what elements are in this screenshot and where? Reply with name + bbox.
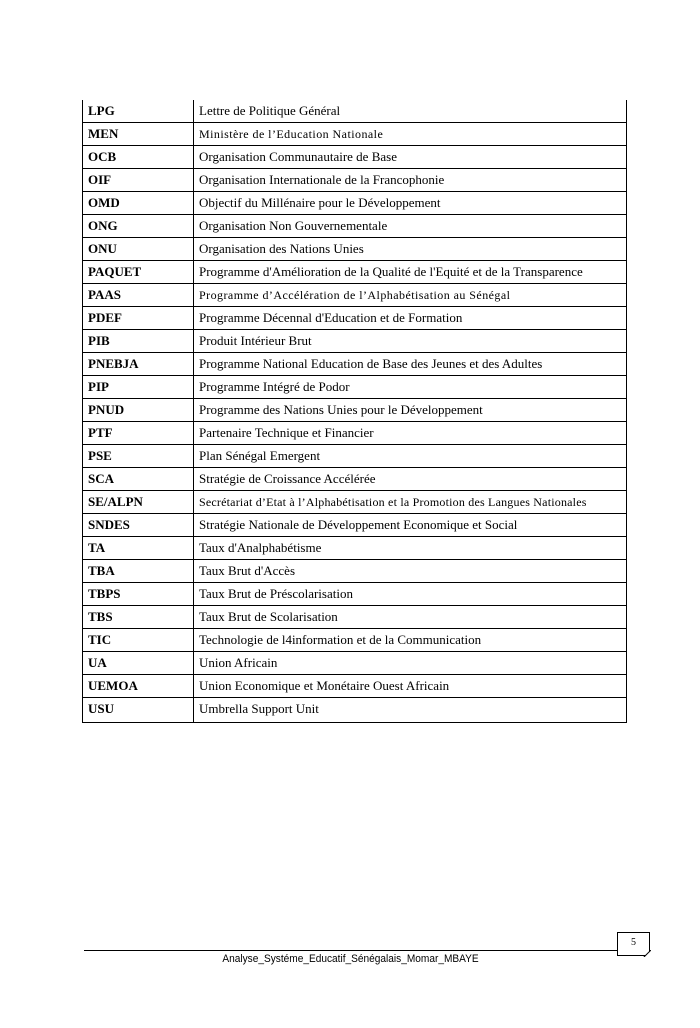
table-row — [83, 422, 627, 445]
abbreviations-table — [82, 100, 627, 723]
table-row — [83, 675, 627, 698]
acronym-cell: PTF — [83, 422, 194, 445]
meaning-cell: Programme d'Amélioration de la Qualité de l'Equité et de la Transparence — [194, 261, 627, 284]
table-row — [83, 100, 627, 123]
table-row — [83, 284, 627, 307]
acronym-cell: PNEBJA — [83, 353, 194, 376]
meaning-cell: Lettre de Politique Général — [194, 100, 627, 123]
footer-text: Analyse_Systéme_Educatif_Sénégalais_Momar_MBAYE — [222, 953, 479, 965]
table-row — [83, 353, 627, 376]
table-row — [83, 445, 627, 468]
table-row — [83, 238, 627, 261]
meaning-cell: Programme d’Accélération de l’Alphabétisation au Sénégal — [194, 284, 627, 307]
acronym-cell: PSE — [83, 445, 194, 468]
table-row — [83, 629, 627, 652]
acronym-cell: SCA — [83, 468, 194, 491]
table-row — [83, 261, 627, 284]
acronym-cell: TBA — [83, 560, 194, 583]
acronym-cell: PAAS — [83, 284, 194, 307]
meaning-cell: Taux Brut de Scolarisation — [194, 606, 627, 629]
acronym-cell: PDEF — [83, 307, 194, 330]
table-row — [83, 468, 627, 491]
acronym-cell: ONU — [83, 238, 194, 261]
table-row — [83, 146, 627, 169]
meaning-cell: Plan Sénégal Emergent — [194, 445, 627, 468]
meaning-cell: Organisation Internationale de la Francophonie — [194, 169, 627, 192]
acronym-cell: OIF — [83, 169, 194, 192]
table-row — [83, 583, 627, 606]
acronym-cell: TIC — [83, 629, 194, 652]
table-row — [83, 123, 627, 146]
meaning-cell: Programme National Education de Base des Jeunes et des Adultes — [194, 353, 627, 376]
page-number: 5 — [617, 932, 650, 956]
table-row — [83, 169, 627, 192]
table-row — [83, 192, 627, 215]
table-row — [83, 376, 627, 399]
acronym-cell: TA — [83, 537, 194, 560]
table-row — [83, 652, 627, 675]
table-row — [83, 537, 627, 560]
table-row — [83, 330, 627, 353]
meaning-cell: Technologie de l4information et de la Communication — [194, 629, 627, 652]
acronym-cell: USU — [83, 698, 194, 723]
table-row — [83, 399, 627, 422]
meaning-cell: Stratégie de Croissance Accélérée — [194, 468, 627, 491]
folded-corner-icon — [641, 947, 651, 957]
acronym-cell: LPG — [83, 100, 194, 123]
footer-divider — [84, 950, 617, 951]
table-row — [83, 560, 627, 583]
meaning-cell: Ministère de l’Education Nationale — [194, 123, 627, 146]
acronym-cell: UA — [83, 652, 194, 675]
table-row — [83, 606, 627, 629]
meaning-cell: Umbrella Support Unit — [194, 698, 627, 723]
acronym-cell: TBPS — [83, 583, 194, 606]
meaning-cell: Objectif du Millénaire pour le Développement — [194, 192, 627, 215]
table-row — [83, 514, 627, 537]
meaning-cell: Organisation Non Gouvernementale — [194, 215, 627, 238]
acronym-cell: PAQUET — [83, 261, 194, 284]
table-row — [83, 215, 627, 238]
table-row — [83, 491, 627, 514]
meaning-cell: Organisation Communautaire de Base — [194, 146, 627, 169]
meaning-cell: Union Economique et Monétaire Ouest Africain — [194, 675, 627, 698]
meaning-cell: Produit Intérieur Brut — [194, 330, 627, 353]
acronym-cell: OCB — [83, 146, 194, 169]
meaning-cell: Programme des Nations Unies pour le Développement — [194, 399, 627, 422]
meaning-cell: Organisation des Nations Unies — [194, 238, 627, 261]
acronym-cell: PIP — [83, 376, 194, 399]
meaning-cell: Taux Brut de Préscolarisation — [194, 583, 627, 606]
acronym-cell: PIB — [83, 330, 194, 353]
meaning-cell: Taux d'Analphabétisme — [194, 537, 627, 560]
acronym-cell: SNDES — [83, 514, 194, 537]
acronym-cell: ONG — [83, 215, 194, 238]
meaning-cell: Partenaire Technique et Financier — [194, 422, 627, 445]
table-row — [83, 307, 627, 330]
meaning-cell: Stratégie Nationale de Développement Economique et Social — [194, 514, 627, 537]
meaning-cell: Programme Intégré de Podor — [194, 376, 627, 399]
acronym-cell: PNUD — [83, 399, 194, 422]
meaning-cell: Union Africain — [194, 652, 627, 675]
acronym-cell: OMD — [83, 192, 194, 215]
meaning-cell: Taux Brut d'Accès — [194, 560, 627, 583]
acronym-cell: SE/ALPN — [83, 491, 194, 514]
table-row — [83, 698, 627, 723]
acronym-cell: TBS — [83, 606, 194, 629]
acronym-cell: UEMOA — [83, 675, 194, 698]
meaning-cell: Secrétariat d’Etat à l’Alphabétisation et la Promotion des Langues Nationales — [194, 491, 627, 514]
acronym-cell: MEN — [83, 123, 194, 146]
meaning-cell: Programme Décennal d'Education et de Formation — [194, 307, 627, 330]
